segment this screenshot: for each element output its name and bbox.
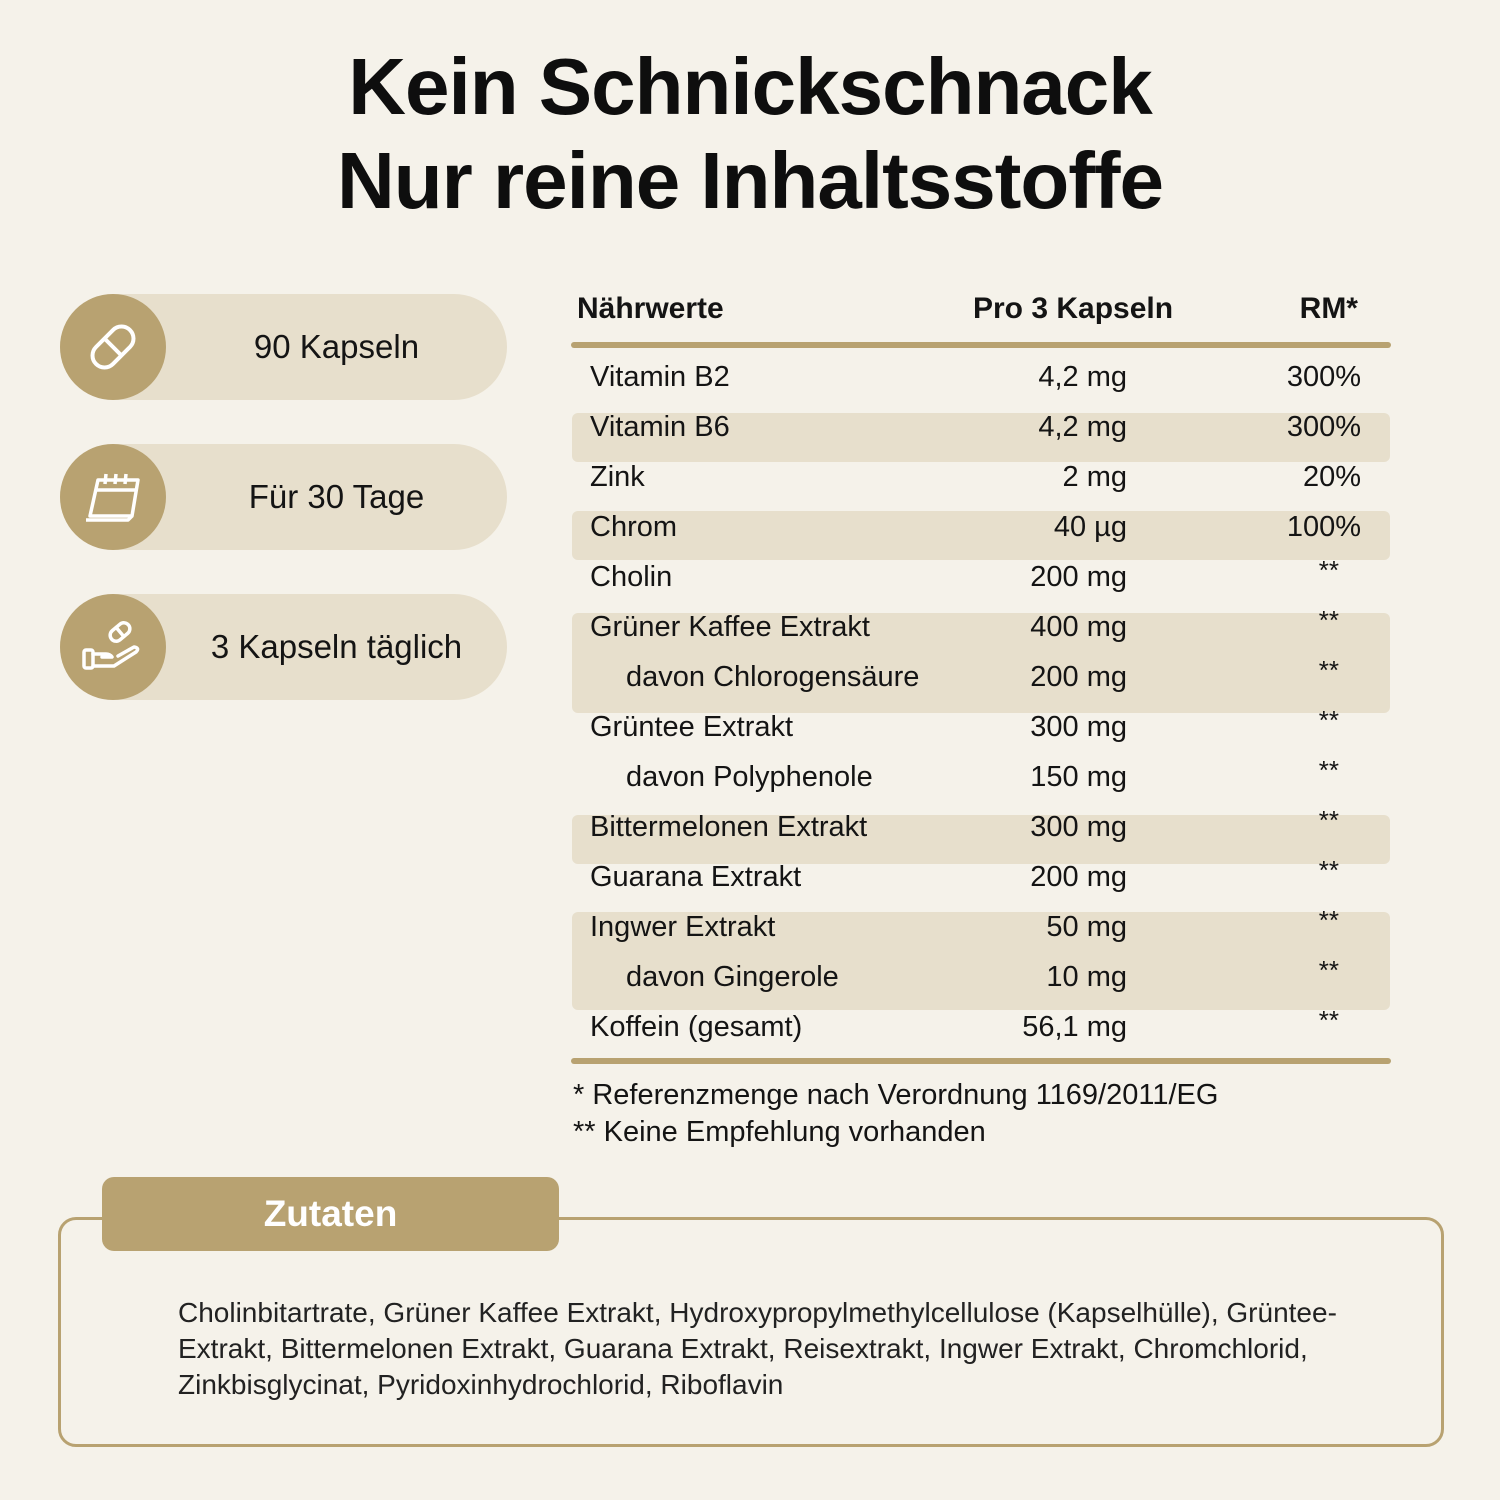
- footnote-no-recommendation: ** Keine Empfehlung vorhanden: [573, 1116, 986, 1148]
- table-row: [571, 951, 1391, 1001]
- nutrient-amount: 200 mg: [1030, 661, 1127, 693]
- nutrient-rm: 300%: [1286, 361, 1361, 393]
- nutrient-rm: **: [1318, 655, 1339, 685]
- nutrient-name: Guarana Extrakt: [590, 861, 802, 893]
- nutrient-name: davon Polyphenole: [626, 761, 873, 793]
- nutrient-amount: 200 mg: [1030, 861, 1127, 893]
- hand-capsule-icon: [60, 594, 166, 700]
- table-row: [571, 401, 1391, 451]
- nutrient-name: Vitamin B2: [590, 361, 730, 393]
- nutrient-rm: **: [1318, 555, 1339, 585]
- header-nutrient: Nährwerte: [577, 292, 724, 325]
- table-row: [571, 351, 1391, 401]
- nutrient-name: Ingwer Extrakt: [590, 911, 776, 943]
- nutrient-amount: 4,2 mg: [1038, 411, 1127, 443]
- nutrient-rm: **: [1318, 605, 1339, 635]
- nutrient-amount: 150 mg: [1030, 761, 1127, 793]
- header-rm: RM*: [1299, 292, 1358, 325]
- nutrient-name: Koffein (gesamt): [590, 1011, 803, 1043]
- nutrient-rm: **: [1318, 955, 1339, 985]
- nutrient-name: Grüner Kaffee Extrakt: [590, 611, 870, 643]
- feature-pill-daily-dose: [60, 594, 507, 700]
- nutrient-name: davon Gingerole: [626, 961, 839, 993]
- table-row: [571, 701, 1391, 751]
- feature-pill-capsules: [60, 294, 507, 400]
- table-header: [571, 286, 1391, 342]
- table-row: [571, 851, 1391, 901]
- ingredients-title: Zutaten: [102, 1177, 559, 1251]
- ingredients-text: Cholinbitartrate, Grüner Kaffee Extrakt, Hydroxypropylmethylcellulose (Kapselhülle), Grüntee-Extrakt, Bittermelonen Extrakt, Guarana Extrakt, Reisextrakt, Ingwer Extrakt, Chromchlorid, Zinkbisglycinat, Pyridoxinhydrochlorid, Riboflavin: [178, 1297, 1337, 1400]
- footnote-reference: * Referenzmenge nach Verordnung 1169/2011/EG: [573, 1079, 1219, 1111]
- table-row: [571, 451, 1391, 501]
- nutrient-name: davon Chlorogensäure: [626, 661, 920, 693]
- nutrient-name: Grüntee Extrakt: [590, 711, 794, 743]
- table-row: [571, 751, 1391, 801]
- nutrient-name: Chrom: [590, 511, 678, 543]
- nutrient-amount: 56,1 mg: [1022, 1011, 1127, 1043]
- capsule-icon: [60, 294, 166, 400]
- table-row: [571, 601, 1391, 651]
- feature-pill-days: [60, 444, 507, 550]
- feature-label: Für 30 Tage: [248, 478, 425, 515]
- nutrient-amount: 4,2 mg: [1038, 361, 1127, 393]
- nutrient-rm: **: [1318, 905, 1339, 935]
- nutrient-rm: **: [1318, 705, 1339, 735]
- nutrient-name: Bittermelonen Extrakt: [590, 811, 868, 843]
- nutrient-rm: 300%: [1286, 411, 1361, 443]
- headline-line-2: Nur reine Inhaltsstoffe: [336, 136, 1164, 225]
- nutrient-rm: **: [1318, 1005, 1339, 1035]
- nutrient-name: Vitamin B6: [590, 411, 730, 443]
- nutrient-rm: **: [1318, 855, 1339, 885]
- table-row: [571, 551, 1391, 601]
- table-body: [571, 351, 1391, 1051]
- page-title: [0, 40, 1500, 228]
- nutrient-rm: **: [1318, 755, 1339, 785]
- nutrient-amount: 200 mg: [1030, 561, 1127, 593]
- nutrient-amount: 300 mg: [1030, 711, 1127, 743]
- feature-label: 90 Kapseln: [253, 328, 420, 365]
- nutrient-amount: 40 µg: [1053, 511, 1127, 543]
- headline-line-1: Kein Schnickschnack: [348, 42, 1152, 131]
- footnotes: [573, 1077, 1218, 1151]
- nutrient-amount: 50 mg: [1046, 911, 1127, 943]
- nutrient-amount: 400 mg: [1030, 611, 1127, 643]
- nutrient-amount: 2 mg: [1062, 461, 1127, 493]
- table-row: [571, 901, 1391, 951]
- table-top-rule: [571, 342, 1391, 348]
- calendar-icon: [60, 444, 166, 550]
- table-row: [571, 1001, 1391, 1051]
- table-row: [571, 651, 1391, 701]
- header-amount: Pro 3 Kapseln: [973, 292, 1174, 325]
- table-row: [571, 801, 1391, 851]
- nutrient-rm: **: [1318, 805, 1339, 835]
- nutrient-name: Cholin: [590, 561, 673, 593]
- nutrient-amount: 10 mg: [1046, 961, 1127, 993]
- nutrition-table: [571, 286, 1391, 1064]
- table-row: [571, 501, 1391, 551]
- nutrient-name: Zink: [590, 461, 645, 493]
- feature-label: 3 Kapseln täglich: [210, 628, 463, 665]
- nutrient-rm: 100%: [1286, 511, 1361, 543]
- nutrient-rm: 20%: [1302, 461, 1361, 493]
- nutrient-amount: 300 mg: [1030, 811, 1127, 843]
- table-bottom-rule: [571, 1058, 1391, 1064]
